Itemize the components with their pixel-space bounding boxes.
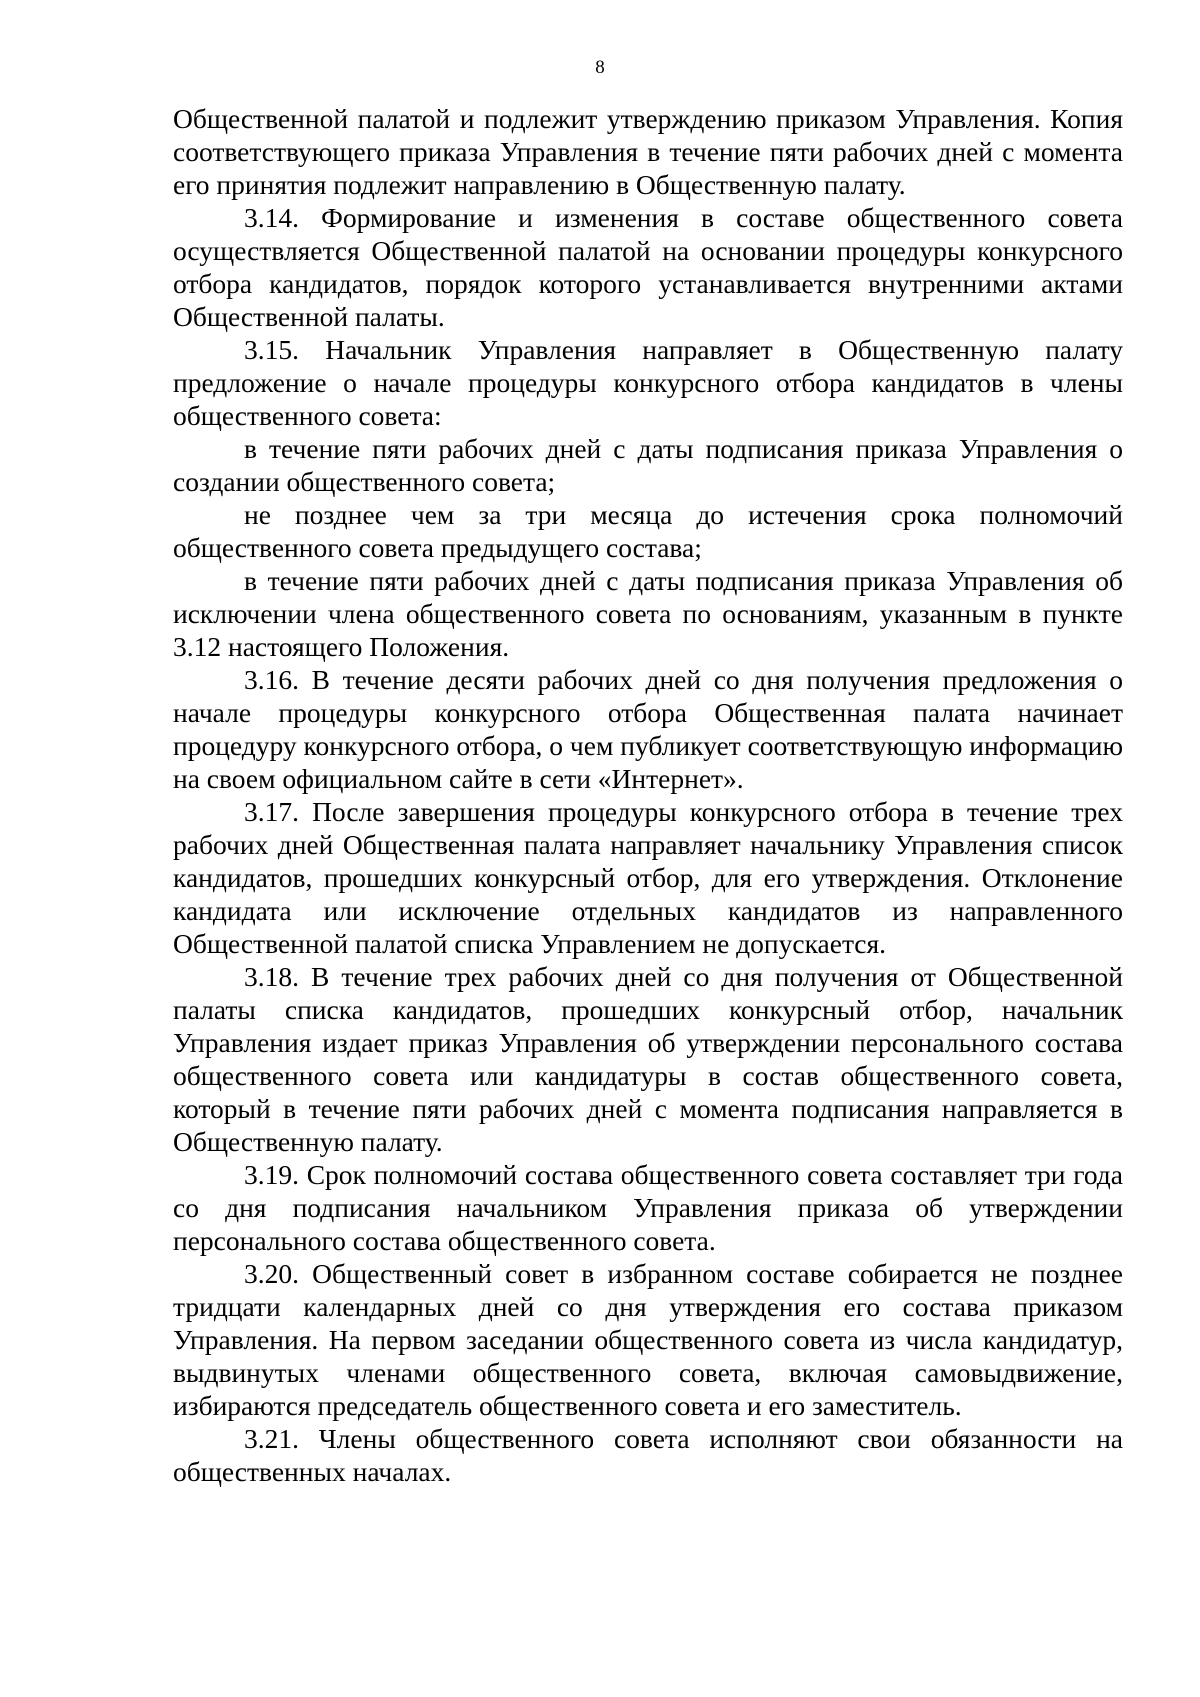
- document-body: [173, 102, 1123, 1488]
- list-item-creation: в течение пяти рабочих дней с даты подписания приказа Управления о создании общественного совета;: [173, 433, 1123, 497]
- list-item-exclusion: в течение пяти рабочих дней с даты подписания приказа Управления об исключении члена общественного совета по основаниям, указанным в пункте 3.12 настоящего Положения.: [173, 565, 1123, 662]
- list-item-term-expiry: не позднее чем за три месяца до истечения срока полномочий общественного совета предыдущего состава;: [173, 499, 1123, 563]
- paragraph-3-18: 3.18. В течение трех рабочих дней со дня получения от Общественной палаты списка кандидатов, прошедших конкурсный отбор, начальник Управления издает приказ Управления об утверждении персонального состава общественного совета или кандидатуры в состав общественного совета, который в течение пяти рабочих дней с момента подписания направляется в Общественную палату.: [173, 961, 1123, 1157]
- paragraph-3-14: 3.14. Формирование и изменения в составе общественного совета осуществляется Общественной палатой на основании процедуры конкурсного отбора кандидатов, порядок которого устанавливается внутренними актами Общественной палаты.: [173, 202, 1123, 332]
- paragraph-3-21: 3.21. Члены общественного совета исполняют свои обязанности на общественных началах.: [173, 1423, 1123, 1487]
- paragraph-3-15: 3.15. Начальник Управления направляет в Общественную палату предложение о начале процедуры конкурсного отбора кандидатов в члены общественного совета:: [173, 334, 1123, 431]
- paragraph-3-19: 3.19. Срок полномочий состава общественного совета составляет три года со дня подписания начальником Управления приказа об утверждении персонального состава общественного совета.: [173, 1159, 1123, 1256]
- paragraph-3-20: 3.20. Общественный совет в избранном составе собирается не позднее тридцати календарных дней со дня утверждения его состава приказом Управления. На первом заседании общественного совета из числа кандидатур, выдвинутых членами общественного совета, включая самовыдвижение, избираются председатель общественного совета и его заместитель.: [173, 1258, 1123, 1421]
- paragraph-continuation: Общественной палатой и подлежит утверждению приказом Управления. Копия соответствующего приказа Управления в течение пяти рабочих дней с момента его принятия подлежит направлению в Общественную палату.: [173, 103, 1123, 200]
- paragraph-3-17: 3.17. После завершения процедуры конкурсного отбора в течение трех рабочих дней Общественная палата направляет начальнику Управления список кандидатов, прошедших конкурсный отбор, для его утверждения. Отклонение кандидата или исключение отдельных кандидатов из направленного Общественной палатой списка Управлением не допускается.: [173, 796, 1123, 959]
- paragraph-3-16: 3.16. В течение десяти рабочих дней со дня получения предложения о начале процедуры конкурсного отбора Общественная палата начинает процедуру конкурсного отбора, о чем публикует соответствующую информацию на своем официальном сайте в сети «Интернет».: [173, 664, 1123, 794]
- page-number: 8: [595, 57, 605, 78]
